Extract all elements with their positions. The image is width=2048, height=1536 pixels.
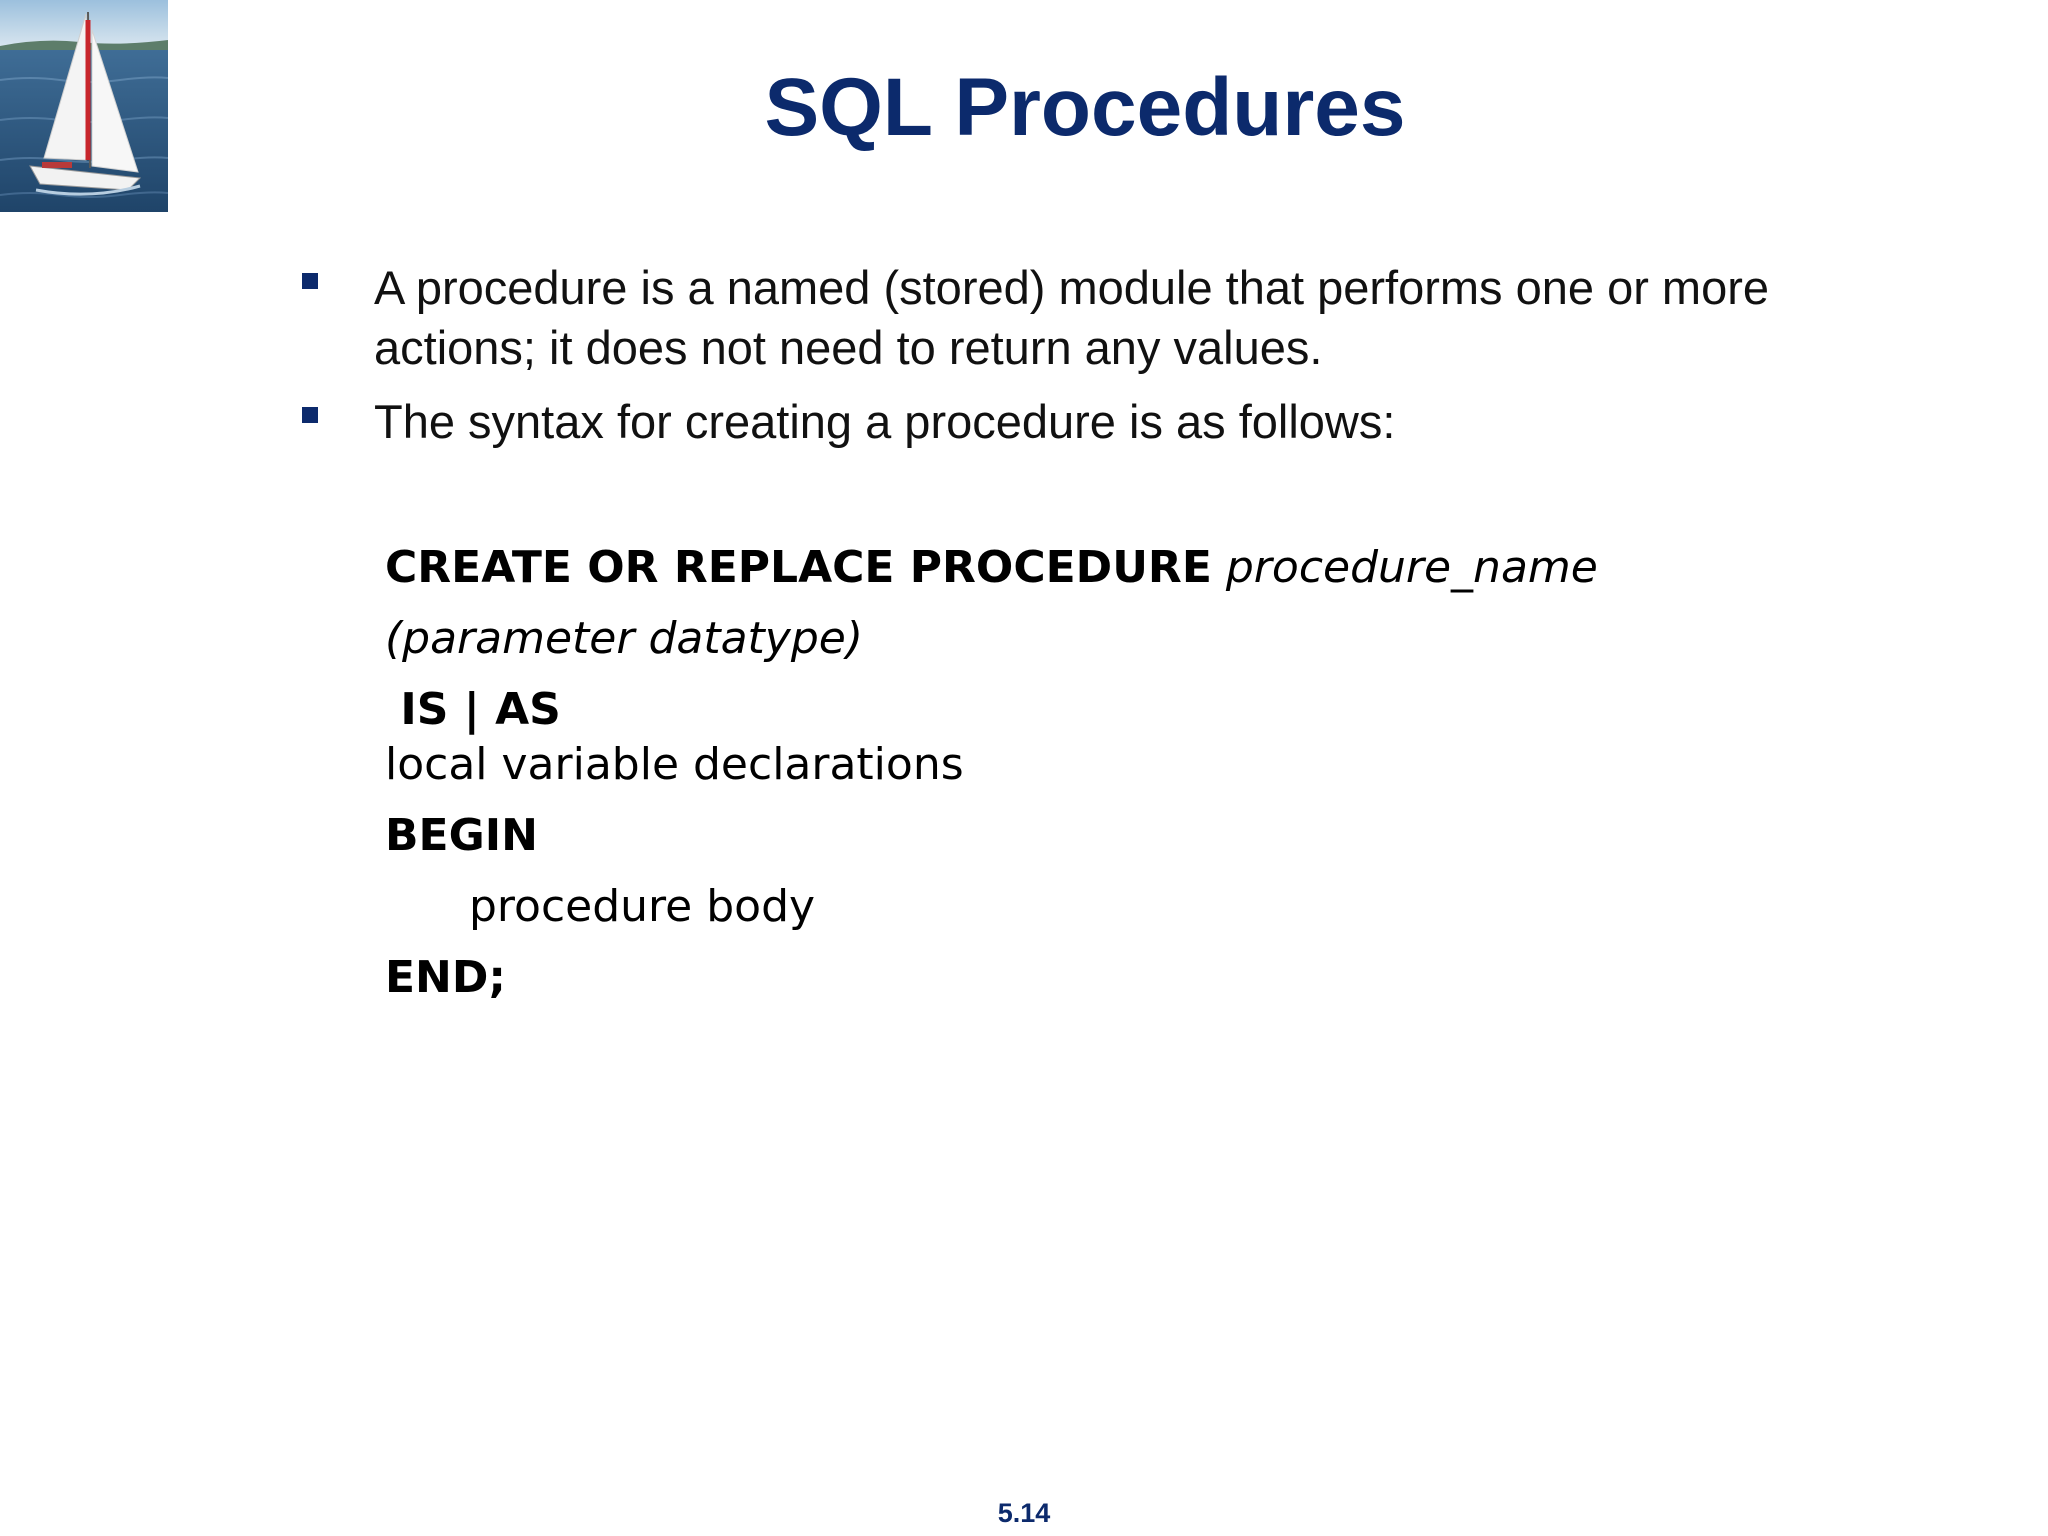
bullet-item bbox=[290, 258, 1850, 378]
square-bullet-icon bbox=[302, 273, 318, 289]
syntax-create-line bbox=[385, 538, 1685, 609]
syntax-declarations-line bbox=[385, 735, 1685, 806]
bullet-item bbox=[290, 392, 1850, 452]
bullet-text: The syntax for creating a procedure is as follows: bbox=[374, 395, 1396, 448]
create-keyword: CREATE OR REPLACE PROCEDURE bbox=[385, 542, 1212, 593]
syntax-end-line bbox=[385, 948, 1685, 1019]
procedure-name-placeholder: procedure_name bbox=[1225, 542, 1598, 593]
syntax-params-line bbox=[385, 609, 1685, 680]
slide-title: SQL Procedures bbox=[764, 62, 1406, 153]
bullet-text: A procedure is a named (stored) module that performs one or more actions; it does not need to return any values. bbox=[374, 261, 1770, 374]
syntax-begin-line bbox=[385, 806, 1685, 877]
syntax-is-as-line bbox=[385, 680, 1685, 735]
is-as-keyword: IS | AS bbox=[385, 684, 561, 735]
procedure-syntax-block bbox=[385, 538, 1685, 1019]
declarations-text: local variable declarations bbox=[385, 739, 964, 790]
bullet-list bbox=[290, 258, 1850, 466]
parameter-placeholder: (parameter datatype) bbox=[385, 613, 864, 664]
page-number: 5.14 bbox=[997, 1498, 1051, 1528]
sailboat-logo-icon bbox=[0, 0, 168, 212]
begin-keyword: BEGIN bbox=[385, 810, 538, 861]
square-bullet-icon bbox=[302, 407, 318, 423]
syntax-body-line bbox=[385, 877, 1685, 948]
end-keyword: END; bbox=[385, 952, 506, 1003]
body-text: procedure body bbox=[469, 881, 816, 932]
